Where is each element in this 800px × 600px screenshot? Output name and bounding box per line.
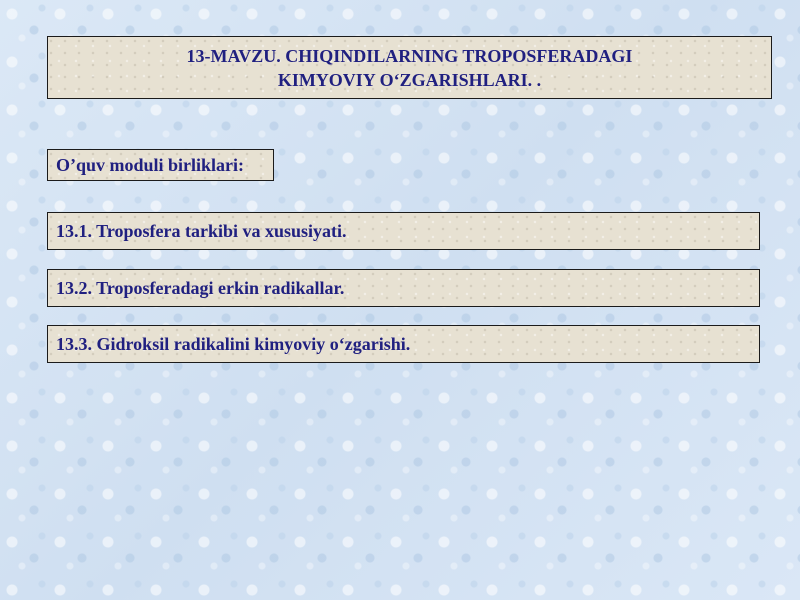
title-line-2: KIMYOVIY O‘ZGARISHLARI. . xyxy=(277,69,542,90)
list-item-13-2 xyxy=(47,269,760,307)
title-line-1: 13-MAVZU. CHIQINDILARNING TROPOSFERADAGI xyxy=(186,45,633,66)
module-units-label: O’quv moduli birliklari: xyxy=(56,154,245,175)
module-units-label-box xyxy=(47,149,274,181)
list-item-13-1 xyxy=(47,212,760,250)
list-item-text: 13.3. Gidroksil radikalini kimyoviy o‘zgarishi. xyxy=(56,333,411,354)
list-item-text: 13.2. Troposferadagi erkin radikallar. xyxy=(56,277,345,298)
title-box xyxy=(47,36,772,99)
list-item-text: 13.1. Troposfera tarkibi va xususiyati. xyxy=(56,220,347,241)
list-item-13-3 xyxy=(47,325,760,363)
